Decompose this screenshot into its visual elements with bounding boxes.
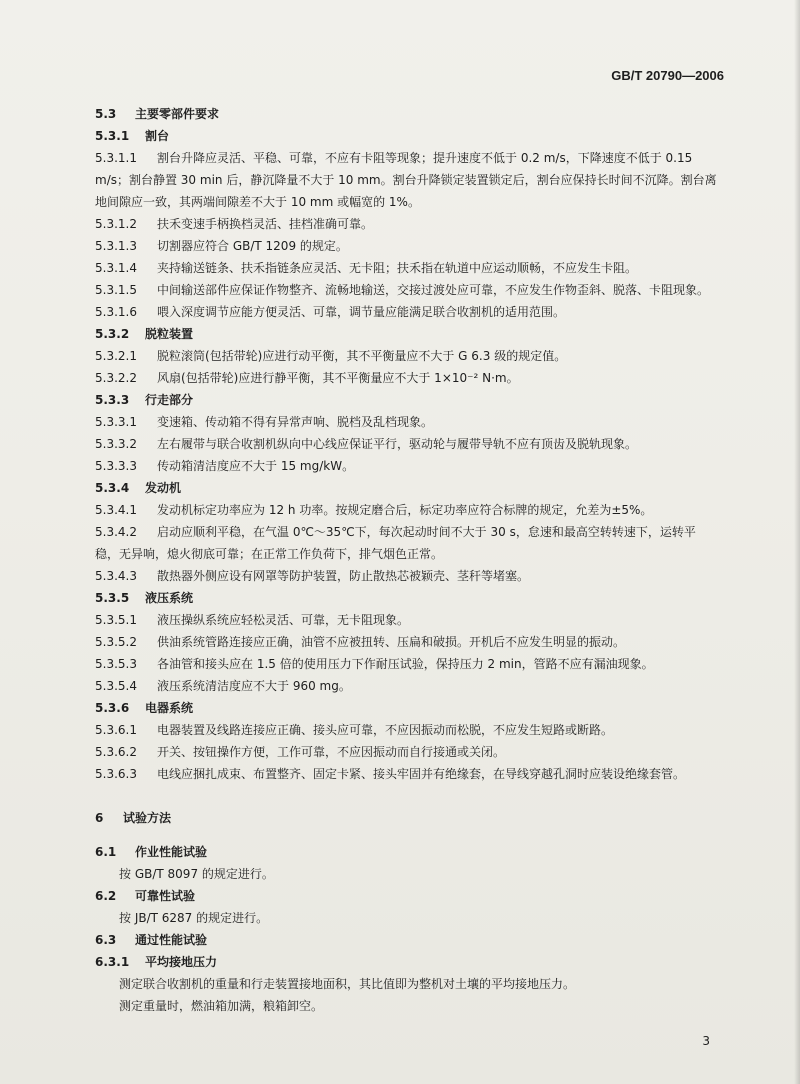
heading-6: 6 试验方法 <box>95 811 172 825</box>
clause-5-3-6-2: 5.3.6.2 开关、按钮操作方便，工作可靠，不应因振动而自行接通或关闭。 <box>95 745 506 759</box>
clause-5-3-1-2: 5.3.1.2 扶禾变速手柄换档灵活、挂档准确可靠。 <box>95 217 374 231</box>
clause-5-3-3-2: 5.3.3.2 左右履带与联合收割机纵向中心线应保证平行，驱动轮与履带导轨不应有顶齿及脱轨现象。 <box>95 437 638 451</box>
heading-6-1: 6.1 作业性能试验 <box>95 845 208 859</box>
clause-5-3-4-3: 5.3.4.3 散热器外侧应设有网罩等防护装置，防止散热芯被颖壳、茎秆等堵塞。 <box>95 569 530 583</box>
heading-5-3-6: 5.3.6 电器系统 <box>95 701 194 715</box>
document-content <box>95 103 719 1017</box>
clause-5-3-5-4: 5.3.5.4 液压系统清洁度应不大于 960 mg。 <box>95 679 351 693</box>
clause-5-3-1-1: 5.3.1.1 割台升降应灵活、平稳、可靠，不应有卡阻等现象；提升速度不低于 0.2 m/s，下降速度不低于 0.15 m/s；割台静置 30 min 后，静沉降量不大于 10 mm。割台升降锁定装置锁定后，割台应保持长时间不沉降。割台离地间隙应一致，其两端间隙差不大于 10 mm 或幅宽的 1%。 <box>95 151 717 209</box>
heading-5-3-5: 5.3.5 液压系统 <box>95 591 194 605</box>
clause-5-3-5-2: 5.3.5.2 供油系统管路连接应正确，油管不应被扭转、压扁和破损。开机后不应发生明显的振动。 <box>95 635 626 649</box>
heading-5-3-4: 5.3.4 发动机 <box>95 481 182 495</box>
clause-5-3-3-1: 5.3.3.1 变速箱、传动箱不得有异常声响、脱档及乱档现象。 <box>95 415 434 429</box>
standard-code: GB/T 20790—2006 <box>611 68 724 83</box>
heading-5-3-1: 5.3.1 割台 <box>95 129 170 143</box>
heading-5-3-3: 5.3.3 行走部分 <box>95 393 194 407</box>
heading-5-3: 5.3 主要零部件要求 <box>95 107 220 121</box>
clause-6-3-1-text-2: 测定重量时，燃油箱加满，粮箱卸空。 <box>119 999 324 1013</box>
clause-6-1-text: 按 GB/T 8097 的规定进行。 <box>119 867 274 881</box>
clause-5-3-4-2: 5.3.4.2 启动应顺利平稳，在气温 0℃～35℃下，每次起动时间不大于 30 s，怠速和最高空转转速下，运转平稳，无异响，熄火彻底可靠；在正常工作负荷下，排气烟色正常。 <box>95 525 696 561</box>
clause-5-3-1-5: 5.3.1.5 中间输送部件应保证作物整齐、流畅地输送，交接过渡处应可靠，不应发生作物歪斜、脱落、卡阻现象。 <box>95 283 710 297</box>
clause-6-3-1-text-1: 测定联合收割机的重量和行走装置接地面积，其比值即为整机对土壤的平均接地压力。 <box>119 977 576 991</box>
clause-6-2-text: 按 JB/T 6287 的规定进行。 <box>119 911 269 925</box>
clause-5-3-2-1: 5.3.2.1 脱粒滚筒(包括带轮)应进行动平衡，其不平衡量应不大于 G 6.3 级的规定值。 <box>95 349 567 363</box>
page-number: 3 <box>702 1034 710 1048</box>
clause-5-3-1-4: 5.3.1.4 夹持输送链条、扶禾指链条应灵活、无卡阻；扶禾指在轨道中应运动顺畅，不应发生卡阻。 <box>95 261 638 275</box>
heading-6-3: 6.3 通过性能试验 <box>95 933 208 947</box>
heading-5-3-2: 5.3.2 脱粒装置 <box>95 327 194 341</box>
clause-5-3-1-3: 5.3.1.3 切割器应符合 GB/T 1209 的规定。 <box>95 239 348 253</box>
clause-5-3-2-2: 5.3.2.2 风扇(包括带轮)应进行静平衡，其不平衡量应不大于 1×10⁻² N·m。 <box>95 371 519 385</box>
heading-6-2: 6.2 可靠性试验 <box>95 889 196 903</box>
scan-edge-shadow <box>794 0 800 1084</box>
heading-6-3-1: 6.3.1 平均接地压力 <box>95 955 218 969</box>
clause-5-3-4-1: 5.3.4.1 发动机标定功率应为 12 h 功率。按规定磨合后，标定功率应符合标牌的规定，允差为±5%。 <box>95 503 653 517</box>
clause-5-3-1-6: 5.3.1.6 喂入深度调节应能方便灵活、可靠，调节量应能满足联合收割机的适用范围。 <box>95 305 566 319</box>
clause-5-3-6-1: 5.3.6.1 电器装置及线路连接应正确、接头应可靠，不应因振动而松脱，不应发生短路或断路。 <box>95 723 614 737</box>
clause-5-3-5-1: 5.3.5.1 液压操纵系统应轻松灵活、可靠，无卡阻现象。 <box>95 613 410 627</box>
clause-5-3-6-3: 5.3.6.3 电线应捆扎成束、布置整齐、固定卡紧、接头牢固并有绝缘套，在导线穿越孔洞时应装设绝缘套管。 <box>95 767 686 781</box>
clause-5-3-3-3: 5.3.3.3 传动箱清洁度应不大于 15 mg/kW。 <box>95 459 355 473</box>
clause-5-3-5-3: 5.3.5.3 各油管和接头应在 1.5 倍的使用压力下作耐压试验，保持压力 2 min，管路不应有漏油现象。 <box>95 657 654 671</box>
